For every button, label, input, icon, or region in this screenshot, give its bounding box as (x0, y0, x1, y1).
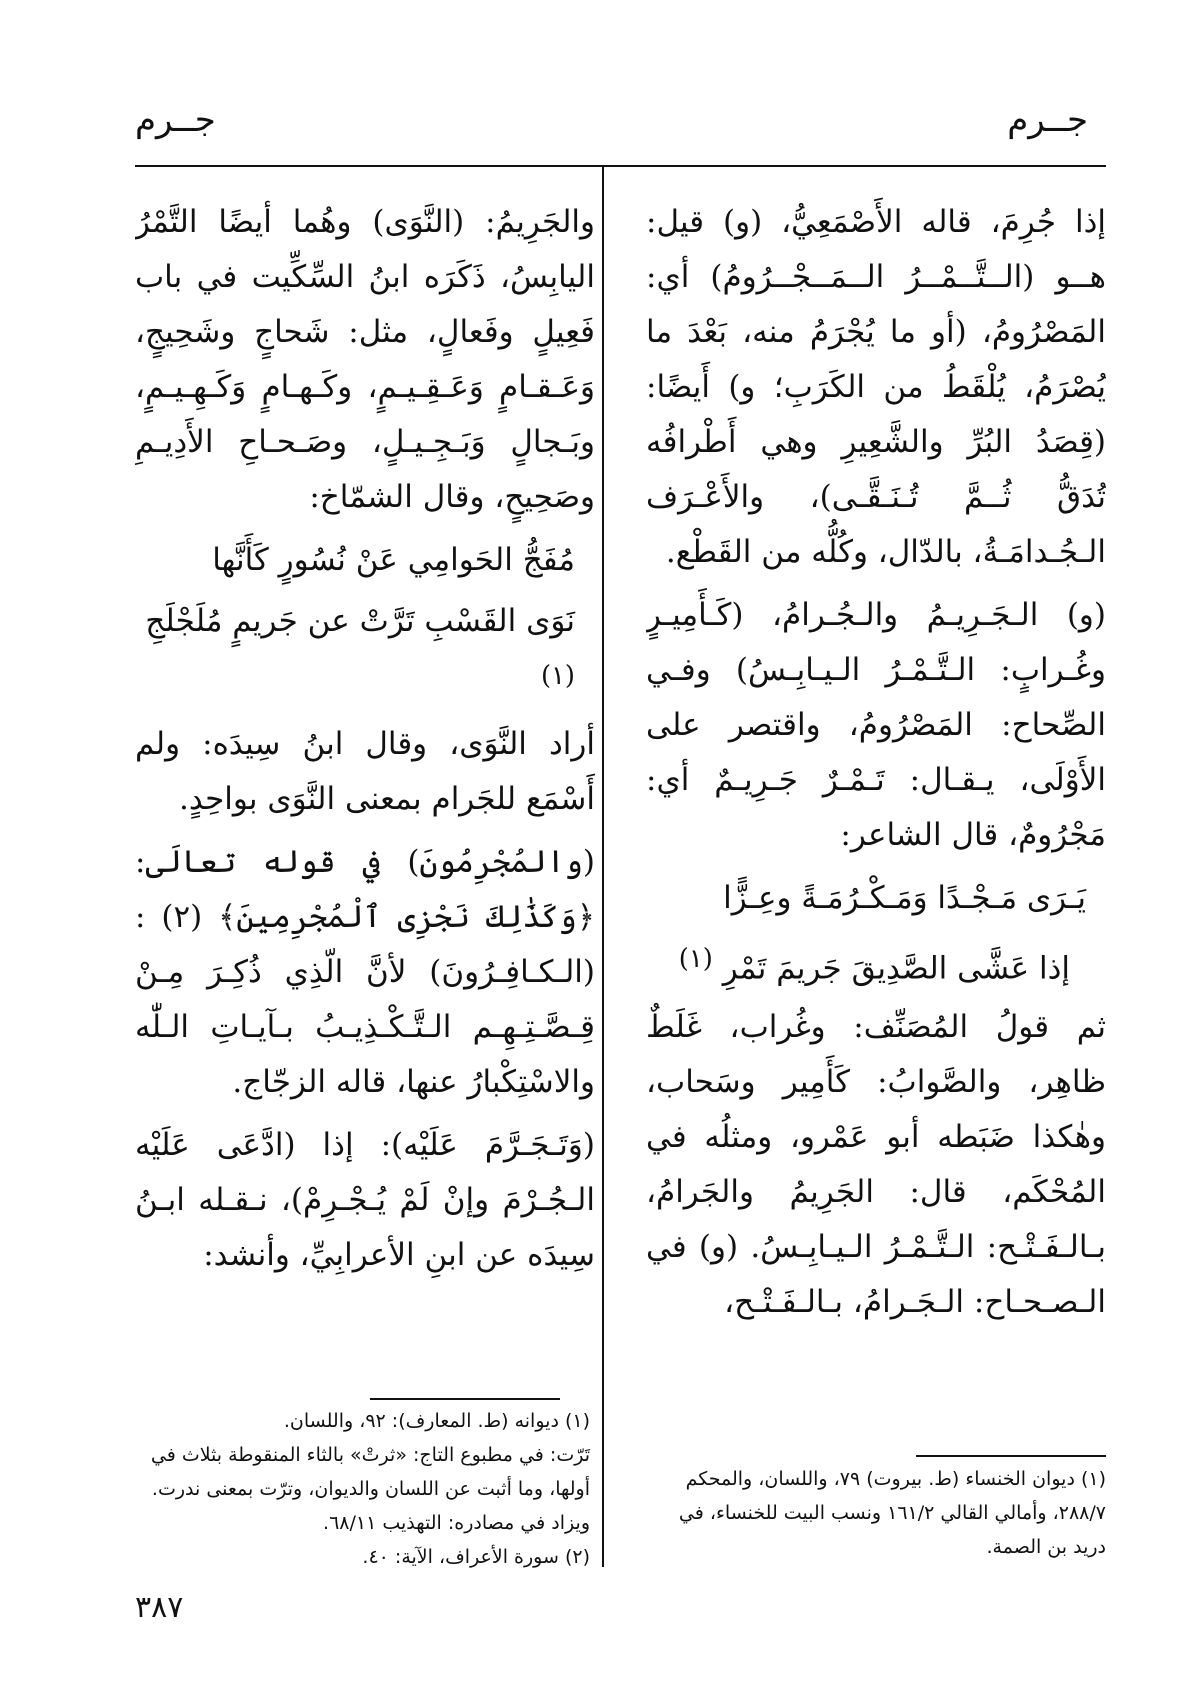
left-verse-2-footnote-mark: (١) (540, 661, 575, 691)
left-column (135, 195, 595, 1455)
footnote-left-1-note: تَرّت: في مطبوع التاج: «ثرتْ» بالثاء المنقوطة بثلاث في أولها، وما أثبت عن اللسان والديوان، وترّت بمعنى ندرت. ويزاد في مصادره: التهذيب ٦٨/١١. (150, 1444, 590, 1534)
left-paragraph-3: (والمُجْرِمُونَ) في قوله تعالَى: ﴿وَكَذَٰلِكَ نَجْزِى ٱلْمُجْرِمِينَ﴾ (٢) : (الـكـافِـرُونَ) لأنَّ الّذِي ذُكِـرَ مِـنْ قِـصَّـتِـهِـم الـتَّـكْـذِيـبُ بـآيـاتِ الـلّٰه والاسْتِكْبارُ عنها، قاله الزجّاج. (135, 844, 595, 1101)
right-verse-2-footnote-mark: (١) (678, 944, 713, 974)
footnotes-left (135, 1404, 590, 1574)
left-verse-2-text: نَوَى القَسْبِ تَرَّتْ عن جَريمٍ مُلَجْلَجِ (145, 603, 575, 639)
header-rule (135, 165, 1106, 167)
right-paragraph-3: ثم قولُ المُصَنِّف: وغُراب، غَلَطٌ ظاهِر، والصَّوابُ: كَأَمِير وسَحاب، وهٰكذا ضَبَطه أبو عَمْرو، ومثلُه في المُحْكَم، قال: الجَرِيمُ والجَرامُ، بـالـفَـتْـح: الـتَّـمْـرُ الـيـابِـسُ. (و) في الـصـحـاح: الـجَـرامُ، بـالـفَـتْـح، (646, 1009, 1106, 1321)
left-verse-2 (135, 594, 595, 713)
running-head-right: جــرم (1007, 100, 1088, 140)
right-verse-2-text: إذا عَشَّى الصَّدِيقَ جَريمَ تَمْرِ (722, 950, 1070, 987)
footnote-rule-right (916, 1455, 1106, 1457)
footnote-rule-left (370, 1398, 560, 1400)
footnote-right-1: (١) ديوان الخنساء (ط. بيروت) ٧٩، واللسان، والمحكم ٢٨٨/٧، وأمالي القالي ١٦١/٢ ونسب البيت للخنساء، في دريد بن الصمة. (678, 1468, 1106, 1558)
left-verse-1: مُفَجُّ الحَوامِي عَنْ نُسُورٍ كَأَنَّها (212, 542, 575, 578)
footnotes-right (651, 1462, 1106, 1564)
right-column (646, 195, 1106, 1455)
left-paragraph-4: (وَتَـجَـرَّمَ عَلَيْه): إذا (ادَّعَى عَلَيْه الـجُـرْمَ وإنْ لَمْ يُـجْـرِمْ)، نـقـله ابـنُ سِيدَه عن ابنِ الأعرابِيِّ، وأنشد: (135, 1127, 595, 1274)
right-paragraph-2: (و) الـجَـرِيـمُ والـجُـرامُ، (كَـأَمِيـرٍ وغُـرابٍ: الـتَّـمْـرُ الـيـابِـسُ) وفـي الصِّحاح: المَصْرُومُ، واقتصر على الأَوْلَى، يـقـال: تَـمْـرٌ جَـرِيـمٌ أي: مَجْرُومٌ، قال الشاعر: (646, 597, 1106, 853)
left-paragraph-1: والجَرِيمُ: (النَّوَى) وهُما أيضًا التَّمْرُ اليابِسُ، ذَكَرَه ابنُ السِّكِّيت في باب فَعِيلٍ وفَعالٍ، مثل: شَحاجٍ وشَحِيجٍ، وَعَـقـامٍ وَعَـقِـيـمٍ، وكَـهـامٍ وَكَـهِـيـمٍ، وبَـجالٍ وَبَـجِـيـلٍ، وصَـحـاحِ الأَدِيـمِ وصَحِيحٍ، وقال الشمّاخ: (135, 204, 595, 515)
right-verse-2 (646, 932, 1106, 996)
footnote-left-2: (٢) سورة الأعراف، الآية: ٤٠. (362, 1546, 590, 1568)
left-paragraph-2: أراد النَّوَى، وقال ابنُ سِيدَه: ولم أَسْمَع للجَرام بمعنى النَّوَى بواحِدٍ. (135, 726, 595, 818)
right-verse-1: يَـرَى مَـجْـدًا وَمَـكْـرُمَـةً وعِـزًّا (723, 880, 1086, 916)
column-divider (602, 167, 604, 1567)
running-head-left: جــرم (135, 100, 216, 140)
page-number: ٣٨٧ (135, 1590, 184, 1625)
footnote-left-1: (١) ديوانه (ط. المعارف): ٩٢، واللسان. (283, 1410, 590, 1432)
right-paragraph-1: إذا جُرِمَ، قاله الأَصْمَعِيُّ، (و) قيل: هــو (الــتَّــمْــرُ الــمَــجْــرُومُ) أي: المَصْرُومُ، (أو ما يُجْرَمُ منه، بَعْدَ ما يُصْرَمُ، يُلْقَطُ من الكَرَبِ؛ و) أَيضًا: (قِصَدُ البُرِّ والشَّعِيرِ وهي أَطْرافُه تُدَقُّ ثُــمَّ تُـنَـقَّـى)، والأَعْـرَف الـجُـدامَـةُ، بالدّال، وكُلُّه من القَطْع. (646, 204, 1106, 570)
